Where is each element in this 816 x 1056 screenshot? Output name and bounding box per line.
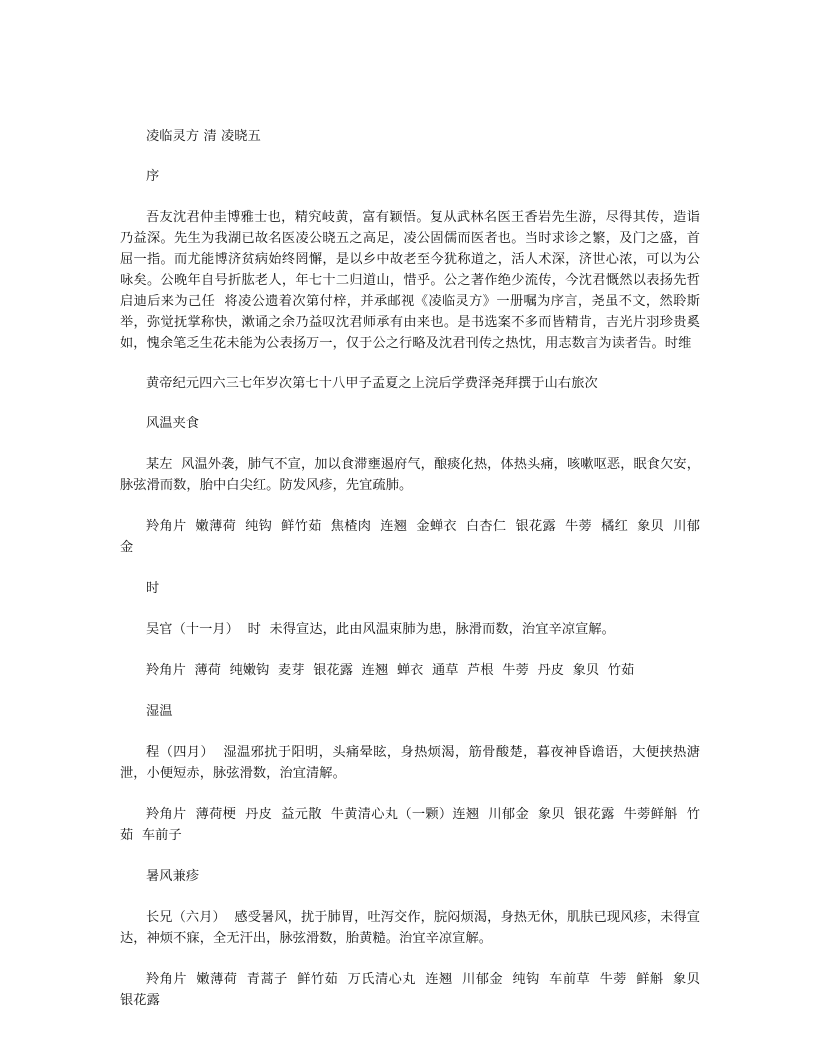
case1-prescription: 羚角片 嫩薄荷 纯钩 鲜竹茹 焦楂肉 连翘 金蝉衣 白杏仁 银花露 牛蒡 橘红 象贝 川郁金 xyxy=(120,519,700,555)
case1-record: 某左 风温外袭，肺气不宣，加以食滞壅遏府气，酿痰化热，体热头痛，咳嗽呕恶，眠食欠安，脉弦滑而数，胎中白尖红。防发风疹，先宜疏肺。 xyxy=(120,457,700,493)
case4-heading: 暑风兼疹 xyxy=(146,869,200,884)
title-line: 凌临灵方 清 凌晓五 xyxy=(146,129,261,144)
dateline: 黄帝纪元四六三七年岁次第七十八甲子孟夏之上浣后学费泽尧拜撰于山右旅次 xyxy=(146,376,598,391)
case3-heading: 湿温 xyxy=(146,704,173,719)
case2-prescription: 羚角片 薄荷 纯嫩钩 麦芽 银花露 连翘 蝉衣 通草 芦根 牛蒡 丹皮 象贝 竹茹 xyxy=(146,663,635,678)
case3-prescription: 羚角片 薄荷梗 丹皮 益元散 牛黄清心丸（一颗）连翘 川郁金 象贝 银花露 牛蒡鲜斛 竹茹 车前子 xyxy=(120,807,700,843)
document-page xyxy=(120,126,709,1011)
preface-paragraph: 吾友沈君仲圭博雅士也，精究岐黄，富有颖悟。复从武林名医王香岩先生游，尽得其传，造诣乃益深。先生为我湖已故名医凌公晓五之高足，凌公固儒而医者也。当时求诊之繁，及门之盛，首屈一指。而尤能博济贫病始终罔懈，是以乡中故老至今犹称道之，活人术深，济世心浓，可以为公咏矣。公晚年自号折肱老人，年七十二归道山，惜乎。公之著作绝少流传，今沈君慨然以表扬先哲启迪后来为己任 将凌公遗着次第付梓，并承邮视《凌临灵方》一册嘱为序言，尧虽不文，然聆斯举，弥觉抚掌称快，漱诵之余乃益叹沈君师承有由来也。是书选案不多而皆精肯，吉光片羽珍贵奚如，愧余笔乏生花未能为公表扬万一，仅于公之行略及沈君刊传之热忱，用志数言为读者告。时维 xyxy=(120,210,700,351)
case4-record: 长兄（六月） 感受暑风，扰于肺胃，吐泻交作，脘闷烦渴，身热无休，肌肤已现风疹，未得宣达，神烦不寐，全无汗出，脉弦滑数，胎黄糙。治宜辛凉宣解。 xyxy=(120,910,700,946)
case2-record: 吴官（十一月） 时 未得宣达，此由风温束肺为患，脉滑而数，治宜辛凉宣解。 xyxy=(146,622,615,637)
case4-prescription: 羚角片 嫩薄荷 青蒿子 鲜竹茹 万氏清心丸 连翘 川郁金 纯钩 车前草 牛蒡 鲜斛 象贝 银花露 xyxy=(120,972,709,1008)
preface-heading: 序 xyxy=(146,169,160,184)
case3-record: 程（四月） 湿温邪扰于阳明，头痛晕眩，身热烦渴，筋骨酸楚，暮夜神昏谵语，大便挟热溏泄，小便短赤，脉弦滑数，治宜清解。 xyxy=(120,745,700,781)
case2-heading: 时 xyxy=(146,581,160,596)
case1-heading: 风温夹食 xyxy=(146,416,200,431)
